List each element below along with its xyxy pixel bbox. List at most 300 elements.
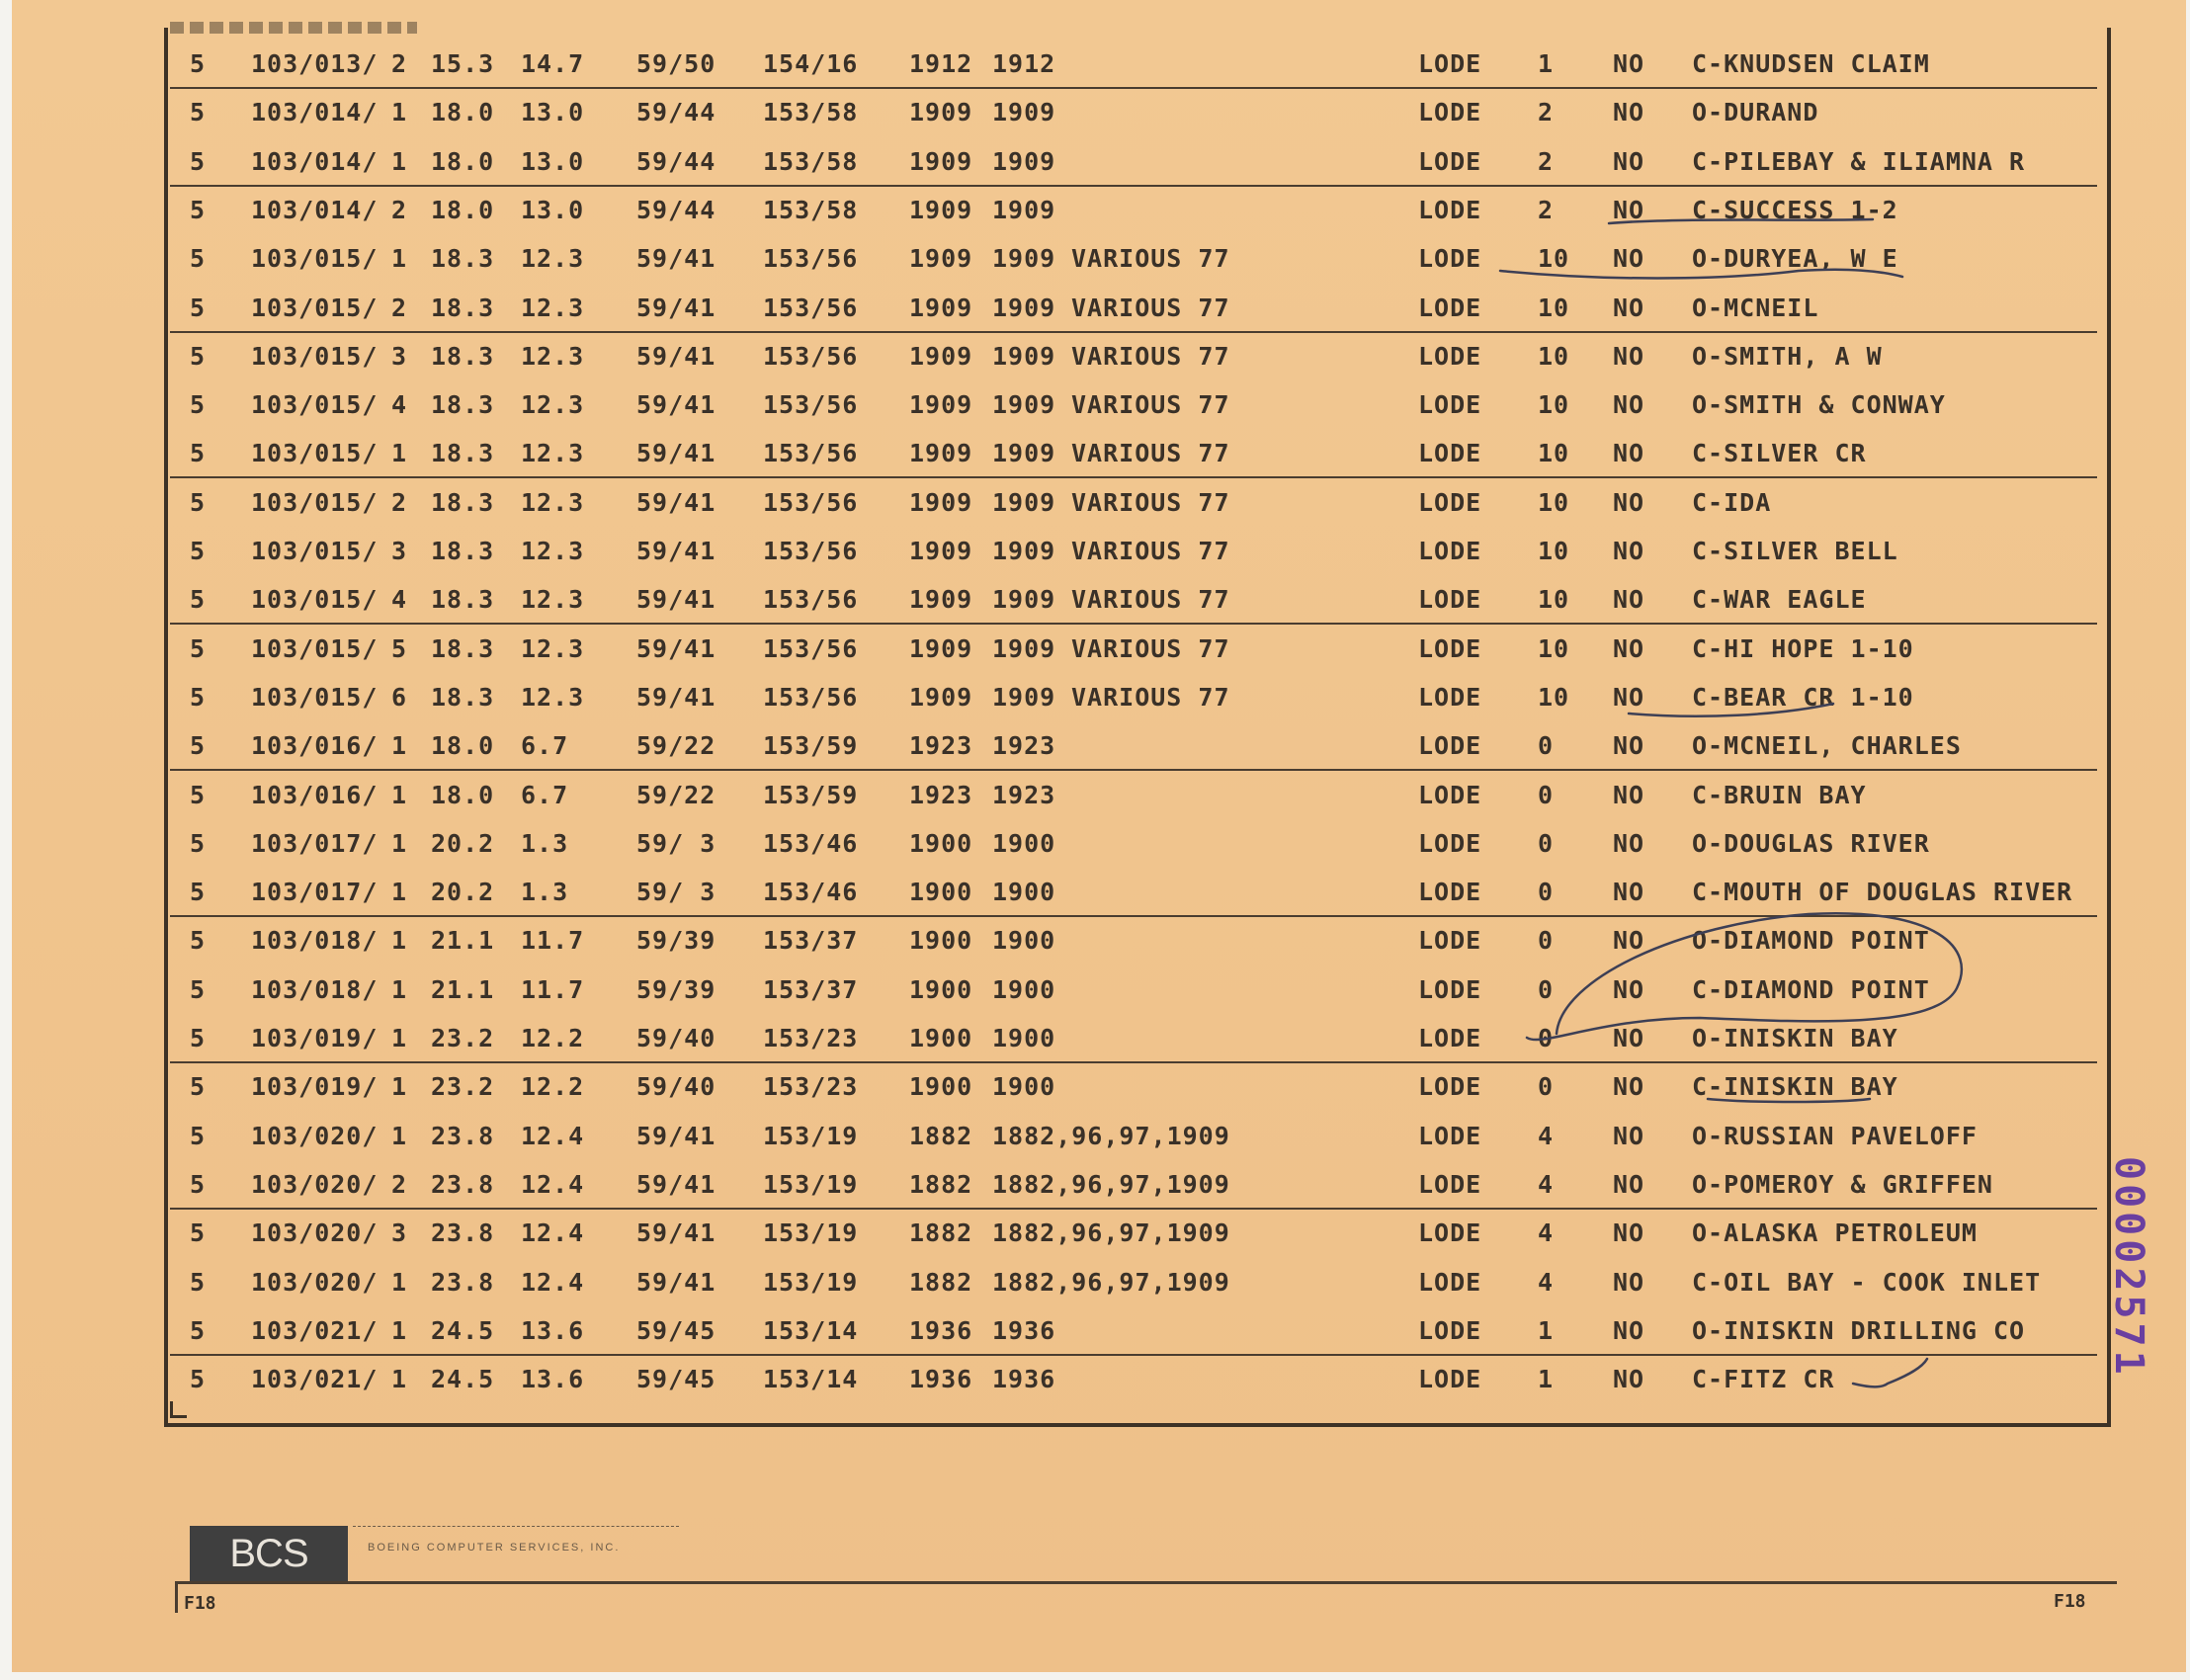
coord-y-cell: 13.0: [521, 146, 585, 176]
year-range-cell: 1909: [992, 341, 1056, 371]
region-cell: 5: [190, 390, 207, 420]
flag-cell: NO: [1613, 585, 1645, 615]
claim-name-cell: O-ALASKA PETROLEUM: [1692, 1218, 1978, 1248]
claim-name-cell: O-DURYEA, W E: [1692, 244, 1898, 274]
coord-y-cell: 12.2: [521, 1024, 585, 1052]
flag-cell: NO: [1613, 1121, 1645, 1150]
latitude-cell: 59/44: [636, 146, 716, 176]
year-range-cell: 1909: [992, 585, 1056, 615]
seq-cell: 1: [391, 878, 408, 907]
coord-y-cell: 12.4: [521, 1121, 585, 1150]
latitude-cell: 59/41: [636, 487, 716, 517]
seq-cell: 1: [391, 146, 408, 176]
region-cell: 5: [190, 1169, 207, 1199]
latitude-cell: 59/41: [636, 1218, 716, 1248]
note-cell: VARIOUS 77: [1071, 682, 1230, 712]
flag-cell: NO: [1613, 878, 1645, 907]
year-start-cell: 1900: [909, 878, 973, 907]
underline-iniskin: [1708, 1099, 1870, 1102]
longitude-cell: 153/19: [763, 1218, 859, 1248]
claim-name-cell: C-MOUTH OF DOUGLAS RIVER: [1692, 878, 2073, 907]
latitude-cell: 59/41: [636, 1121, 716, 1150]
longitude-cell: 153/23: [763, 1072, 859, 1102]
record-id-cell: 103/020/: [251, 1121, 379, 1150]
coord-x-cell: 18.3: [431, 244, 495, 274]
claim-name-cell: O-SMITH, A W: [1692, 341, 1883, 371]
count-cell: 10: [1538, 390, 1570, 420]
record-id-cell: 103/019/: [251, 1024, 379, 1052]
latitude-cell: 59/41: [636, 1267, 716, 1297]
longitude-cell: 153/56: [763, 585, 859, 615]
longitude-cell: 153/58: [763, 146, 859, 176]
record-id-cell: 103/015/: [251, 487, 379, 517]
region-cell: 5: [190, 293, 207, 322]
seq-cell: 5: [391, 633, 408, 663]
coord-y-cell: 12.4: [521, 1267, 585, 1297]
latitude-cell: 59/22: [636, 780, 716, 809]
longitude-cell: 153/56: [763, 487, 859, 517]
count-cell: 10: [1538, 341, 1570, 371]
latitude-cell: 59/41: [636, 1169, 716, 1199]
seq-cell: 6: [391, 682, 408, 712]
year-range-cell: 1882,96,97,1909: [992, 1169, 1230, 1199]
record-id-cell: 103/018/: [251, 926, 379, 956]
longitude-cell: 153/59: [763, 731, 859, 761]
coord-y-cell: 14.7: [521, 49, 585, 78]
note-cell: VARIOUS 77: [1071, 293, 1230, 322]
longitude-cell: 153/19: [763, 1121, 859, 1150]
coord-x-cell: 18.3: [431, 633, 495, 663]
record-id-cell: 103/015/: [251, 293, 379, 322]
year-range-cell: 1909: [992, 633, 1056, 663]
region-cell: 5: [190, 633, 207, 663]
record-id-cell: 103/020/: [251, 1169, 379, 1199]
flag-cell: NO: [1613, 146, 1645, 176]
year-start-cell: 1923: [909, 731, 973, 761]
coord-y-cell: 1.3: [521, 828, 569, 858]
claim-name-cell: C-BRUIN BAY: [1692, 780, 1867, 809]
year-range-cell: 1909: [992, 390, 1056, 420]
flag-cell: NO: [1613, 633, 1645, 663]
record-id-cell: 103/021/: [251, 1365, 379, 1394]
coord-x-cell: 23.2: [431, 1072, 495, 1102]
coord-x-cell: 18.3: [431, 537, 495, 565]
year-start-cell: 1909: [909, 195, 973, 224]
longitude-cell: 153/56: [763, 537, 859, 565]
coord-y-cell: 11.7: [521, 926, 585, 956]
record-id-cell: 103/014/: [251, 146, 379, 176]
deposit-type-cell: LODE: [1418, 731, 1482, 761]
flag-cell: NO: [1613, 780, 1645, 809]
latitude-cell: 59/41: [636, 585, 716, 615]
region-cell: 5: [190, 244, 207, 274]
record-id-cell: 103/017/: [251, 828, 379, 858]
latitude-cell: 59/41: [636, 439, 716, 468]
region-cell: 5: [190, 926, 207, 956]
note-cell: VARIOUS 77: [1071, 487, 1230, 517]
region-cell: 5: [190, 682, 207, 712]
region-cell: 5: [190, 341, 207, 371]
record-id-cell: 103/016/: [251, 731, 379, 761]
region-cell: 5: [190, 1365, 207, 1394]
latitude-cell: 59/40: [636, 1024, 716, 1052]
latitude-cell: 59/41: [636, 341, 716, 371]
longitude-cell: 153/56: [763, 293, 859, 322]
underline-success: [1609, 219, 1873, 223]
note-cell: VARIOUS 77: [1071, 341, 1230, 371]
region-cell: 5: [190, 195, 207, 224]
latitude-cell: 59/40: [636, 1072, 716, 1102]
coord-x-cell: 23.2: [431, 1024, 495, 1052]
region-cell: 5: [190, 49, 207, 78]
longitude-cell: 153/56: [763, 682, 859, 712]
year-start-cell: 1882: [909, 1218, 973, 1248]
claim-name-cell: O-DOUGLAS RIVER: [1692, 828, 1930, 858]
count-cell: 0: [1538, 828, 1555, 858]
year-range-cell: 1909: [992, 146, 1056, 176]
count-cell: 0: [1538, 731, 1555, 761]
year-start-cell: 1909: [909, 487, 973, 517]
seq-cell: 3: [391, 1218, 408, 1248]
longitude-cell: 154/16: [763, 49, 859, 78]
longitude-cell: 153/46: [763, 878, 859, 907]
coord-y-cell: 12.3: [521, 293, 585, 322]
year-range-cell: 1923: [992, 731, 1056, 761]
latitude-cell: 59/ 3: [636, 878, 716, 907]
count-cell: 2: [1538, 146, 1555, 176]
claim-name-cell: O-INISKIN BAY: [1692, 1024, 1898, 1052]
coord-x-cell: 18.3: [431, 390, 495, 420]
coord-x-cell: 24.5: [431, 1365, 495, 1394]
latitude-cell: 59/41: [636, 390, 716, 420]
region-cell: 5: [190, 1315, 207, 1345]
year-start-cell: 1909: [909, 682, 973, 712]
coord-y-cell: 11.7: [521, 974, 585, 1004]
flag-cell: NO: [1613, 195, 1645, 224]
claim-name-cell: O-MCNEIL: [1692, 293, 1819, 322]
region-cell: 5: [190, 585, 207, 615]
region-cell: 5: [190, 828, 207, 858]
year-start-cell: 1909: [909, 537, 973, 565]
count-cell: 10: [1538, 633, 1570, 663]
year-start-cell: 1909: [909, 585, 973, 615]
coord-y-cell: 12.3: [521, 341, 585, 371]
deposit-type-cell: LODE: [1418, 487, 1482, 517]
longitude-cell: 153/37: [763, 926, 859, 956]
region-cell: 5: [190, 878, 207, 907]
region-cell: 5: [190, 537, 207, 565]
claim-name-cell: C-SILVER BELL: [1692, 537, 1898, 565]
deposit-type-cell: LODE: [1418, 146, 1482, 176]
year-range-cell: 1900: [992, 878, 1056, 907]
year-range-cell: 1909: [992, 487, 1056, 517]
record-id-cell: 103/015/: [251, 439, 379, 468]
flag-cell: NO: [1613, 1267, 1645, 1297]
claim-name-cell: C-SUCCESS 1-2: [1692, 195, 1898, 224]
deposit-type-cell: LODE: [1418, 1072, 1482, 1102]
deposit-type-cell: LODE: [1418, 341, 1482, 371]
deposit-type-cell: LODE: [1418, 1121, 1482, 1150]
seq-cell: 2: [391, 49, 408, 78]
year-range-cell: 1936: [992, 1315, 1056, 1345]
record-id-cell: 103/013/: [251, 49, 379, 78]
flag-cell: NO: [1613, 974, 1645, 1004]
flag-cell: NO: [1613, 293, 1645, 322]
year-start-cell: 1909: [909, 293, 973, 322]
record-id-cell: 103/020/: [251, 1218, 379, 1248]
flag-cell: NO: [1613, 1024, 1645, 1052]
coord-y-cell: 1.3: [521, 878, 569, 907]
year-range-cell: 1909: [992, 195, 1056, 224]
longitude-cell: 153/14: [763, 1365, 859, 1394]
deposit-type-cell: LODE: [1418, 828, 1482, 858]
latitude-cell: 59/45: [636, 1315, 716, 1345]
year-range-cell: 1882,96,97,1909: [992, 1121, 1230, 1150]
region-cell: 5: [190, 731, 207, 761]
deposit-type-cell: LODE: [1418, 780, 1482, 809]
count-cell: 10: [1538, 244, 1570, 274]
coord-y-cell: 12.3: [521, 439, 585, 468]
claim-name-cell: O-SMITH & CONWAY: [1692, 390, 1946, 420]
claim-name-cell: C-OIL BAY - COOK INLET: [1692, 1267, 2042, 1297]
coord-y-cell: 6.7: [521, 780, 569, 809]
flag-cell: NO: [1613, 1365, 1645, 1394]
coord-x-cell: 18.0: [431, 195, 495, 224]
count-cell: 0: [1538, 780, 1555, 809]
seq-cell: 1: [391, 731, 408, 761]
region-cell: 5: [190, 1121, 207, 1150]
deposit-type-cell: LODE: [1418, 1267, 1482, 1297]
deposit-type-cell: LODE: [1418, 244, 1482, 274]
coord-x-cell: 18.0: [431, 780, 495, 809]
year-range-cell: 1882,96,97,1909: [992, 1267, 1230, 1297]
seq-cell: 1: [391, 1121, 408, 1150]
latitude-cell: 59/41: [636, 244, 716, 274]
note-cell: VARIOUS 77: [1071, 390, 1230, 420]
footer-code-right: F18: [2054, 1591, 2086, 1612]
record-id-cell: 103/015/: [251, 633, 379, 663]
coord-x-cell: 18.3: [431, 341, 495, 371]
latitude-cell: 59/ 3: [636, 828, 716, 858]
year-start-cell: 1900: [909, 926, 973, 956]
count-cell: 1: [1538, 1315, 1555, 1345]
coord-x-cell: 20.2: [431, 828, 495, 858]
flag-cell: NO: [1613, 49, 1645, 78]
region-cell: 5: [190, 146, 207, 176]
seq-cell: 1: [391, 1072, 408, 1102]
latitude-cell: 59/39: [636, 974, 716, 1004]
claim-name-cell: O-MCNEIL, CHARLES: [1692, 731, 1962, 761]
record-id-cell: 103/015/: [251, 585, 379, 615]
year-range-cell: 1900: [992, 1024, 1056, 1052]
year-range-cell: 1909: [992, 244, 1056, 274]
count-cell: 4: [1538, 1169, 1555, 1199]
year-range-cell: 1882,96,97,1909: [992, 1218, 1230, 1248]
year-range-cell: 1909: [992, 98, 1056, 127]
coord-y-cell: 12.3: [521, 633, 585, 663]
longitude-cell: 153/19: [763, 1267, 859, 1297]
logo-caption: BOEING COMPUTER SERVICES, INC.: [368, 1542, 621, 1554]
seq-cell: 1: [391, 974, 408, 1004]
coord-y-cell: 13.6: [521, 1315, 585, 1345]
coord-x-cell: 18.3: [431, 487, 495, 517]
coord-y-cell: 12.3: [521, 390, 585, 420]
page-number-stamp: 00002571: [2106, 1156, 2151, 1379]
year-range-cell: 1909: [992, 293, 1056, 322]
seq-cell: 2: [391, 195, 408, 224]
note-cell: VARIOUS 77: [1071, 633, 1230, 663]
latitude-cell: 59/41: [636, 633, 716, 663]
seq-cell: 2: [391, 293, 408, 322]
seq-cell: 1: [391, 780, 408, 809]
deposit-type-cell: LODE: [1418, 633, 1482, 663]
region-cell: 5: [190, 1267, 207, 1297]
claim-name-cell: O-RUSSIAN PAVELOFF: [1692, 1121, 1978, 1150]
year-start-cell: 1900: [909, 1072, 973, 1102]
year-range-cell: 1900: [992, 926, 1056, 956]
claim-name-cell: C-HI HOPE 1-10: [1692, 633, 1914, 663]
latitude-cell: 59/41: [636, 682, 716, 712]
count-cell: 4: [1538, 1218, 1555, 1248]
note-cell: VARIOUS 77: [1071, 439, 1230, 468]
claim-name-cell: O-POMEROY & GRIFFEN: [1692, 1169, 1993, 1199]
deposit-type-cell: LODE: [1418, 682, 1482, 712]
record-id-cell: 103/014/: [251, 98, 379, 127]
count-cell: 0: [1538, 878, 1555, 907]
seq-cell: 3: [391, 537, 408, 565]
coord-x-cell: 18.3: [431, 439, 495, 468]
record-id-cell: 103/018/: [251, 974, 379, 1004]
claim-name-cell: C-KNUDSEN CLAIM: [1692, 49, 1930, 78]
flag-cell: NO: [1613, 1169, 1645, 1199]
claim-name-cell: C-SILVER CR: [1692, 439, 1867, 468]
seq-cell: 1: [391, 926, 408, 956]
seq-cell: 1: [391, 439, 408, 468]
longitude-cell: 153/37: [763, 974, 859, 1004]
count-cell: 0: [1538, 1024, 1555, 1052]
seq-cell: 2: [391, 487, 408, 517]
deposit-type-cell: LODE: [1418, 878, 1482, 907]
count-cell: 1: [1538, 49, 1555, 78]
flag-cell: NO: [1613, 390, 1645, 420]
longitude-cell: 153/56: [763, 244, 859, 274]
latitude-cell: 59/44: [636, 98, 716, 127]
year-range-cell: 1909: [992, 537, 1056, 565]
year-range-cell: 1923: [992, 780, 1056, 809]
seq-cell: 1: [391, 1024, 408, 1052]
longitude-cell: 153/19: [763, 1169, 859, 1199]
deposit-type-cell: LODE: [1418, 585, 1482, 615]
count-cell: 10: [1538, 537, 1570, 565]
coord-y-cell: 13.0: [521, 98, 585, 127]
latitude-cell: 59/50: [636, 49, 716, 78]
year-start-cell: 1900: [909, 828, 973, 858]
latitude-cell: 59/41: [636, 537, 716, 565]
longitude-cell: 153/59: [763, 780, 859, 809]
year-start-cell: 1900: [909, 974, 973, 1004]
note-cell: VARIOUS 77: [1071, 585, 1230, 615]
claim-name-cell: C-PILEBAY & ILIAMNA R: [1692, 146, 2026, 176]
coord-x-cell: 18.3: [431, 585, 495, 615]
underline-duryea: [1500, 270, 1902, 279]
year-range-cell: 1900: [992, 974, 1056, 1004]
seq-cell: 1: [391, 98, 408, 127]
year-start-cell: 1912: [909, 49, 973, 78]
deposit-type-cell: LODE: [1418, 974, 1482, 1004]
deposit-type-cell: LODE: [1418, 195, 1482, 224]
flag-cell: NO: [1613, 98, 1645, 127]
footer-code-left: F18: [184, 1593, 216, 1614]
longitude-cell: 153/56: [763, 439, 859, 468]
claim-name-cell: C-BEAR CR 1-10: [1692, 682, 1914, 712]
flag-cell: NO: [1613, 1315, 1645, 1345]
claim-name-cell: C-FITZ CR: [1692, 1365, 1835, 1394]
year-start-cell: 1936: [909, 1315, 973, 1345]
count-cell: 10: [1538, 439, 1570, 468]
count-cell: 10: [1538, 293, 1570, 322]
coord-x-cell: 24.5: [431, 1315, 495, 1345]
bcs-logo: BCS: [190, 1526, 348, 1581]
longitude-cell: 153/46: [763, 828, 859, 858]
coord-x-cell: 18.3: [431, 682, 495, 712]
flag-cell: NO: [1613, 1072, 1645, 1102]
seq-cell: 4: [391, 585, 408, 615]
deposit-type-cell: LODE: [1418, 439, 1482, 468]
circle-diamond-point: [1527, 913, 1962, 1040]
coord-y-cell: 12.3: [521, 537, 585, 565]
coord-x-cell: 23.8: [431, 1169, 495, 1199]
record-id-cell: 103/015/: [251, 244, 379, 274]
longitude-cell: 153/58: [763, 195, 859, 224]
region-cell: 5: [190, 1218, 207, 1248]
record-id-cell: 103/015/: [251, 682, 379, 712]
coord-x-cell: 18.3: [431, 293, 495, 322]
longitude-cell: 153/23: [763, 1024, 859, 1052]
record-id-cell: 103/015/: [251, 341, 379, 371]
claim-name-cell: O-DIAMOND POINT: [1692, 926, 1930, 956]
year-range-cell: 1912: [992, 49, 1056, 78]
coord-x-cell: 15.3: [431, 49, 495, 78]
coord-y-cell: 12.3: [521, 244, 585, 274]
count-cell: 10: [1538, 487, 1570, 517]
seq-cell: 1: [391, 244, 408, 274]
region-cell: 5: [190, 1072, 207, 1102]
deposit-type-cell: LODE: [1418, 1024, 1482, 1052]
deposit-type-cell: LODE: [1418, 1169, 1482, 1199]
flag-cell: NO: [1613, 537, 1645, 565]
underline-bear-cr: [1629, 704, 1833, 716]
flag-cell: NO: [1613, 828, 1645, 858]
year-range-cell: 1909: [992, 682, 1056, 712]
coord-x-cell: 23.8: [431, 1267, 495, 1297]
flag-cell: NO: [1613, 487, 1645, 517]
note-cell: VARIOUS 77: [1071, 244, 1230, 274]
year-range-cell: 1936: [992, 1365, 1056, 1394]
seq-cell: 1: [391, 1315, 408, 1345]
coord-x-cell: 23.8: [431, 1218, 495, 1248]
record-id-cell: 103/020/: [251, 1267, 379, 1297]
longitude-cell: 153/58: [763, 98, 859, 127]
record-id-cell: 103/015/: [251, 537, 379, 565]
seq-cell: 4: [391, 390, 408, 420]
region-cell: 5: [190, 974, 207, 1004]
coord-y-cell: 13.0: [521, 195, 585, 224]
latitude-cell: 59/41: [636, 293, 716, 322]
longitude-cell: 153/56: [763, 633, 859, 663]
deposit-type-cell: LODE: [1418, 98, 1482, 127]
deposit-type-cell: LODE: [1418, 293, 1482, 322]
coord-y-cell: 13.6: [521, 1365, 585, 1394]
